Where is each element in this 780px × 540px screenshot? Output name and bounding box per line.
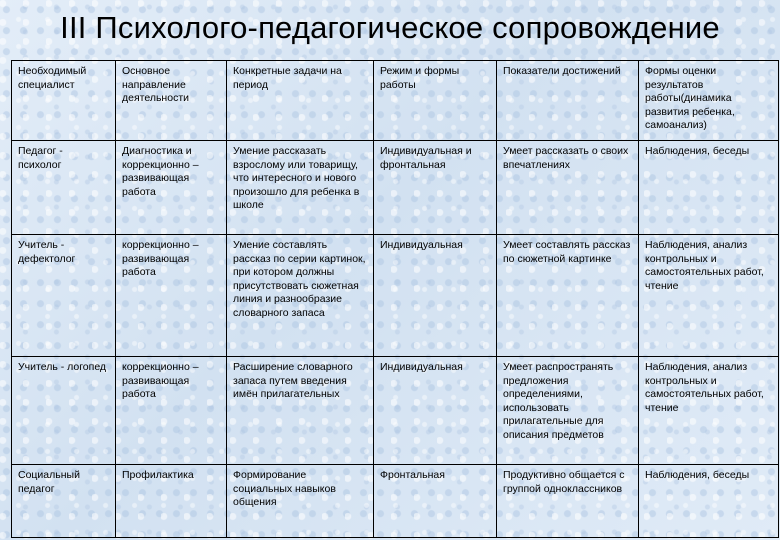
header-indicators: Показатели достижений [497,61,639,141]
table-cell: Умеет составлять рассказ по сюжетной картинке [497,235,639,357]
table-cell: Индивидуальная [374,357,497,465]
header-direction: Основное направление деятельности [116,61,227,141]
table-cell: Наблюдения, анализ контрольных и самостоятельных работ, чтение [639,235,779,357]
table-cell: Фронтальная [374,465,497,538]
table-cell: Наблюдения, анализ контрольных и самостоятельных работ, чтение [639,357,779,465]
header-tasks: Конкретные задачи на период [227,61,374,141]
table-cell: Наблюдения, беседы [639,141,779,235]
table-cell: Наблюдения, беседы [639,465,779,538]
table-cell: Индивидуальная и фронтальная [374,141,497,235]
table-cell: Учитель - дефектолог [12,235,116,357]
table-header-row [12,61,779,141]
table-cell: коррекционно – развивающая работа [116,357,227,465]
table-cell: коррекционно – развивающая работа [116,235,227,357]
header-assessment: Формы оценки результатов работы(динамика развития ребенка, самоанализ) [639,61,779,141]
table-row [12,141,779,235]
header-mode: Режим и формы работы [374,61,497,141]
table-cell: Умение составлять рассказ по серии картинок, при котором должны присутствовать сюжетная линия и разнообразие словарного запаса [227,235,374,357]
header-specialist: Необходимый специалист [12,61,116,141]
table-cell: Педагог - психолог [12,141,116,235]
page-title: III Психолого-педагогическое сопровождение [60,10,720,45]
table-row [12,357,779,465]
table-cell: Расширение словарного запаса путем введения имён прилагательных [227,357,374,465]
table-cell: Умеет распространять предложения определениями, использовать прилагательные для описания предметов [497,357,639,465]
table-cell: Продуктивно общается с группой одноклассников [497,465,639,538]
table-row [12,465,779,538]
table-cell: Социальный педагог [12,465,116,538]
table-cell: Профилактика [116,465,227,538]
table-cell: Учитель - логопед [12,357,116,465]
table-cell: Формирование социальных навыков общения [227,465,374,538]
support-table [11,60,779,538]
table-cell: Умеет рассказать о своих впечатлениях [497,141,639,235]
table-cell: Диагностика и коррекционно – развивающая работа [116,141,227,235]
table-cell: Умение рассказать взрослому или товарищу, что интересного и нового произошло для ребенка в школе [227,141,374,235]
table-row [12,235,779,357]
table-cell: Индивидуальная [374,235,497,357]
